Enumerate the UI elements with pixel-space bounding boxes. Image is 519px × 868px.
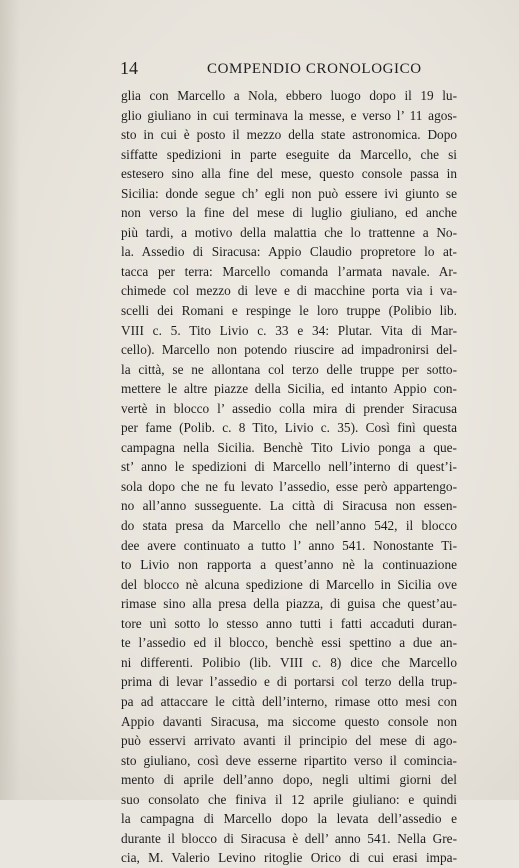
text-line: VIII c. 5. Tito Livio c. 33 e 34: Plutar. Vita di Mar- bbox=[121, 322, 457, 338]
text-line: tore unì sotto lo stesso anno tutti i fatti accaduti duran- bbox=[121, 615, 457, 631]
text-line: durante il blocco di Siracusa è dell’ anno 541. Nella Gre- bbox=[121, 830, 457, 846]
text-line: più tardi, a motivo della malattia che lo trattenne a No- bbox=[121, 224, 457, 240]
text-line: Appio davanti Siracusa, ma siccome questo console non bbox=[121, 713, 457, 729]
text-line: rimase sino alla presa della piazza, di guisa che quest’au- bbox=[121, 596, 457, 612]
text-line: prima di levar l’assedio e di portarsi col terzo della trup- bbox=[121, 674, 457, 690]
text-line: cia, M. Valerio Levino ritoglie Orico di cui erasi impa- bbox=[121, 850, 457, 866]
text-line: campagna nella Sicilia. Benchè Tito Livio ponga a que- bbox=[121, 439, 457, 455]
text-line: chimede col mezzo di leve e di macchine porta via i va- bbox=[121, 283, 457, 299]
text-line: estesero sino alla fine del mese, questo console passa in bbox=[121, 166, 457, 182]
text-line: te l’assedio ed il blocco, benchè essi spettino a due an- bbox=[121, 635, 457, 651]
text-line: ni differenti. Polibio (lib. VIII c. 8) dice che Marcello bbox=[121, 654, 457, 670]
text-line: non verso la fine del mese di luglio giuliano, ed anche bbox=[121, 205, 457, 221]
text-line: sto giuliano, così deve esserne ripartito verso il comincia- bbox=[121, 752, 457, 768]
text-line: do stata presa da Marcello che nell’anno 542, il blocco bbox=[121, 518, 457, 534]
text-line: la campagna di Marcello dopo la levata dell’assedio e bbox=[121, 811, 457, 827]
text-line: pa ad attaccare le città dell’interno, rimase otto mesi con bbox=[121, 693, 457, 709]
text-line: glia con Marcello a Nola, ebbero luogo dopo il 19 lu- bbox=[121, 88, 457, 103]
text-line: suo consolato che finiva il 12 aprile giuliano: e quindi bbox=[121, 791, 457, 807]
text-line: vertè in blocco l’ assedio colla mira di prender Siracusa bbox=[121, 400, 457, 416]
text-line: per fame (Polib. c. 8 Tito, Livio c. 35). Così finì questa bbox=[121, 420, 457, 436]
text-line: siffatte spedizioni in parte eseguite da Marcello, che si bbox=[121, 146, 457, 162]
text-line: mettere le altre piazze della Sicilia, ed intanto Appio con- bbox=[121, 381, 457, 397]
text-line: sola dopo che ne fu levato l’assedio, esse però appartengo- bbox=[121, 478, 457, 494]
text-line: mento di aprile dell’anno dopo, negli ultimi giorni del bbox=[121, 772, 457, 788]
text-line: Sicilia: donde segue ch’ egli non può essere ivi giunto se bbox=[121, 185, 457, 201]
page-number: 14 bbox=[120, 58, 138, 78]
text-line: cello). Marcello non potendo riuscire ad impadronirsi del- bbox=[121, 342, 457, 358]
text-line: dee avere continuato a tutto l’ anno 541. Nonostante Ti- bbox=[121, 537, 457, 553]
text-line: st’ anno le spedizioni di Marcello nell’interno di quest’i- bbox=[121, 459, 457, 475]
page-binding-shadow bbox=[0, 0, 20, 800]
text-line: sto in cui è posto il mezzo della state astronomica. Dopo bbox=[121, 127, 457, 143]
text-line: la. Assedio di Siracusa: Appio Claudio propretore lo at- bbox=[121, 244, 457, 260]
text-line: tacca per terra: Marcello comanda l’armata navale. Ar- bbox=[121, 263, 457, 279]
text-line: glio giuliano in cui terminava la messe, e verso l’ 11 agos- bbox=[121, 107, 457, 123]
text-line: to Livio non rapporta a quest’anno nè la continuazione bbox=[121, 557, 457, 573]
text-line: del blocco nè alcuna spedizione di Marcello in Sicilia ove bbox=[121, 576, 457, 592]
body-text bbox=[121, 86, 457, 868]
text-line: scelli dei Romani e respinge le loro truppe (Polibio lib. bbox=[121, 303, 457, 319]
text-line: la città, se ne allontana col terzo delle truppe per sotto- bbox=[121, 361, 457, 377]
running-title: COMPENDIO CRONOLOGICO bbox=[207, 61, 422, 77]
text-line: può esservi arrivato avanti il principio del mese di ago- bbox=[121, 733, 457, 749]
text-line: no all’anno susseguente. La città di Siracusa non essen- bbox=[121, 498, 457, 514]
